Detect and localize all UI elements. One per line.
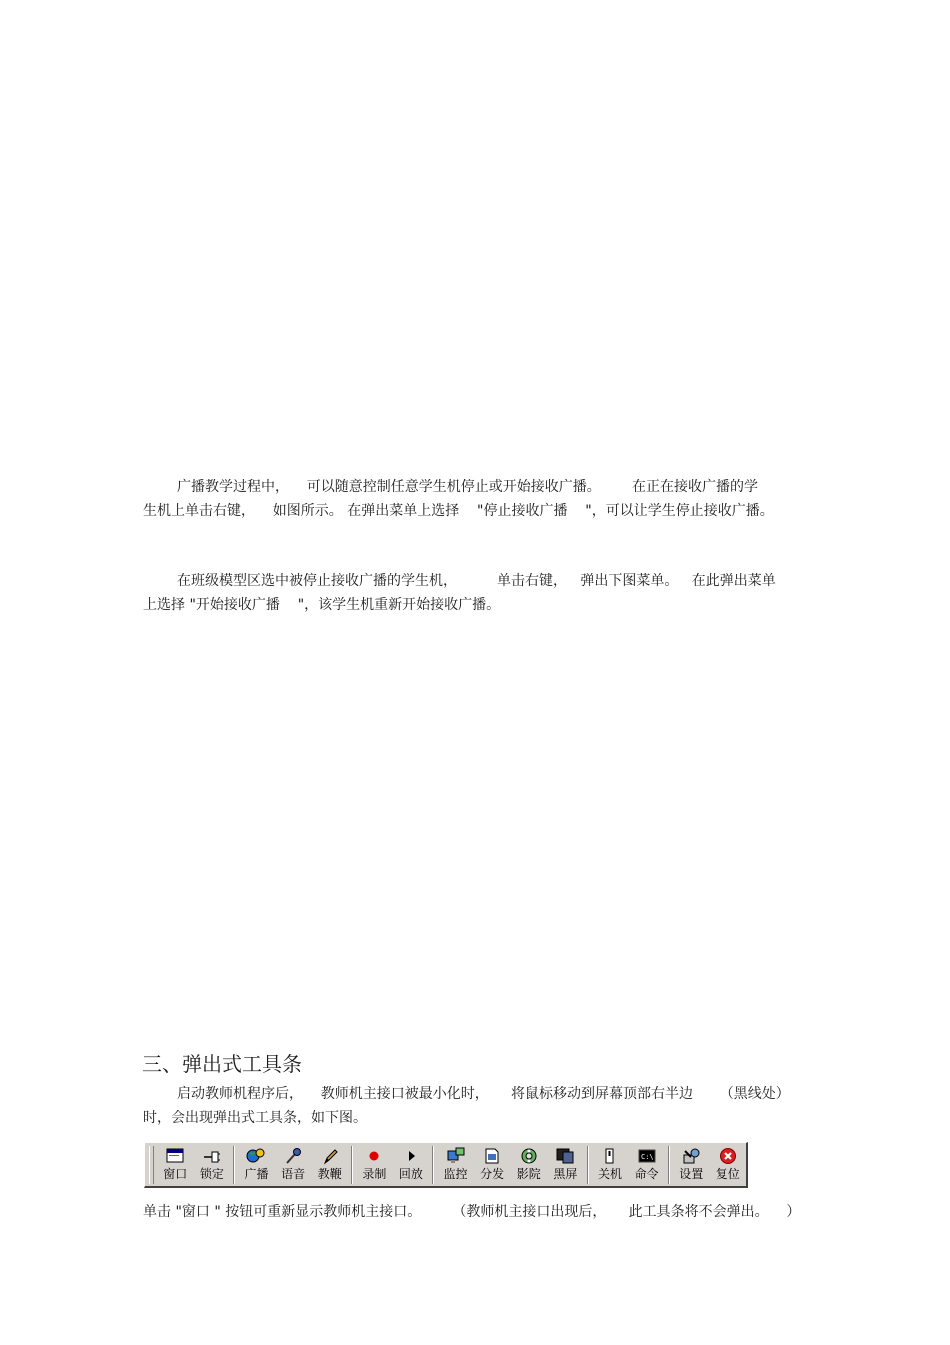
paragraph-line: 广播教学过程中， 可以随意控制任意学生机停止或开始接收广播。 在正在接收广播的学 bbox=[177, 479, 758, 495]
toolbar-button-label: 语音 bbox=[281, 1166, 306, 1181]
reset-icon bbox=[717, 1146, 739, 1166]
toolbar-button-pen[interactable] bbox=[311, 1144, 348, 1186]
toolbar-button-label: 关机 bbox=[597, 1166, 622, 1181]
paragraph-line: 单击 "窗口 " 按钮可重新显示教师机主接口。 （教师机主接口出现后， 此工具条将不会弹出。 ） bbox=[143, 1204, 801, 1220]
section-heading: 三、弹出式工具条 bbox=[142, 1051, 302, 1076]
settings-icon bbox=[680, 1146, 702, 1166]
play-icon bbox=[400, 1146, 422, 1166]
toolbar-button-record[interactable] bbox=[356, 1144, 393, 1186]
toolbar-button-monitor[interactable] bbox=[437, 1144, 474, 1186]
paragraph-broadcast-control bbox=[143, 475, 808, 523]
toolbar-separator bbox=[668, 1146, 670, 1184]
cinema-icon bbox=[518, 1146, 540, 1166]
record-icon bbox=[363, 1146, 385, 1166]
toolbar-button-play[interactable] bbox=[393, 1144, 430, 1186]
toolbar-button-label: 锁定 bbox=[199, 1166, 224, 1181]
toolbar-button-label: 录制 bbox=[362, 1166, 387, 1181]
toolbar-button-label: 回放 bbox=[398, 1166, 423, 1181]
toolbar-button-label: 设置 bbox=[679, 1166, 704, 1181]
toolbar-button-label: 教鞭 bbox=[317, 1166, 342, 1181]
toolbar-separator bbox=[587, 1146, 589, 1184]
toolbar-button-blackscreen[interactable] bbox=[547, 1144, 584, 1186]
paragraph-window-button-note bbox=[143, 1200, 808, 1224]
microphone-icon bbox=[282, 1146, 304, 1166]
paragraph-popup-toolbar bbox=[143, 1082, 808, 1130]
toolbar-button-command[interactable] bbox=[628, 1144, 665, 1186]
toolbar-button-settings[interactable] bbox=[673, 1144, 710, 1186]
toolbar-button-label: 分发 bbox=[480, 1166, 505, 1181]
paragraph-line: 启动教师机程序后， 教师机主接口被最小化时， 将鼠标移动到屏幕顶部右半边 （黑线处） bbox=[177, 1086, 790, 1102]
svg-text:C:\: C:\ bbox=[640, 1152, 654, 1161]
paragraph-line: 时，会出现弹出式工具条，如下图。 bbox=[143, 1110, 367, 1126]
toolbar-button-cinema[interactable] bbox=[510, 1144, 547, 1186]
paragraph-line: 生机上单击右键， 如图所示。 在弹出菜单上选择 "停止接收广播 "，可以让学生停止接收广播。 bbox=[143, 503, 774, 519]
toolbar-button-pin[interactable] bbox=[194, 1144, 231, 1186]
pen-icon bbox=[319, 1146, 341, 1166]
monitor-icon bbox=[445, 1146, 467, 1166]
toolbar-button-label: 窗口 bbox=[163, 1166, 188, 1181]
toolbar-button-window[interactable] bbox=[157, 1144, 194, 1186]
popup-toolbar bbox=[144, 1142, 748, 1188]
paragraph-restart-broadcast bbox=[143, 569, 808, 617]
distribute-icon bbox=[481, 1146, 503, 1166]
pin-icon bbox=[201, 1146, 223, 1166]
toolbar-button-label: 广播 bbox=[244, 1166, 269, 1181]
toolbar-button-label: 命令 bbox=[634, 1166, 659, 1181]
toolbar-button-label: 监控 bbox=[443, 1166, 468, 1181]
toolbar-separator bbox=[233, 1146, 235, 1184]
blackscreen-icon bbox=[554, 1146, 576, 1166]
paragraph-line: 上选择 "开始接收广播 "，该学生机重新开始接收广播。 bbox=[143, 597, 501, 613]
toolbar-button-label: 影院 bbox=[516, 1166, 541, 1181]
window-icon bbox=[164, 1146, 186, 1166]
toolbar-button-reset[interactable] bbox=[710, 1144, 747, 1186]
broadcast-icon bbox=[245, 1146, 267, 1166]
toolbar-button-distribute[interactable] bbox=[474, 1144, 511, 1186]
toolbar-button-label: 复位 bbox=[715, 1166, 740, 1181]
toolbar-grip[interactable] bbox=[149, 1146, 154, 1184]
command-icon bbox=[636, 1146, 658, 1166]
toolbar-button-microphone[interactable] bbox=[275, 1144, 312, 1186]
toolbar-button-label: 黑屏 bbox=[553, 1166, 578, 1181]
toolbar-separator bbox=[351, 1146, 353, 1184]
toolbar-button-shutdown[interactable] bbox=[592, 1144, 629, 1186]
toolbar-separator bbox=[432, 1146, 434, 1184]
toolbar-button-broadcast[interactable] bbox=[238, 1144, 275, 1186]
paragraph-line: 在班级模型区选中被停止接收广播的学生机， 单击右键， 弹出下图菜单。 在此弹出菜单 bbox=[177, 573, 776, 589]
shutdown-icon bbox=[599, 1146, 621, 1166]
